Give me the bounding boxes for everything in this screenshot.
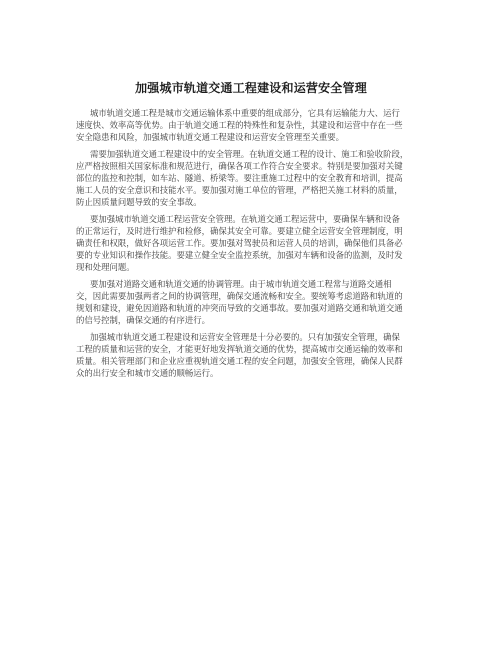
paragraph-line: 速度快、效率高等优势。由于轨道交通工程的特殊性和复杂性，其建设和运营中存在一些: [76, 120, 403, 130]
paragraph-line: 要的专业知识和操作技能。要建立健全安全监控系统，加强对车辆和设备的监测，及时发: [76, 250, 403, 260]
paragraph-line: 城市轨道交通工程是城市交通运输体系中重要的组成部分，它具有运输能力大、运行: [90, 108, 400, 118]
paragraph-line: 交，因此需要加强两者之间的协调管理，确保交通流畅和安全。要统筹考虑道路和轨道的: [76, 291, 403, 301]
paragraph-line: 的信号控制，确保交通的有序进行。: [76, 315, 210, 325]
paragraph-line: 施工人员的安全意识和技能水平。要加强对施工单位的管理，严格把关施工材料的质量，: [76, 185, 403, 195]
paragraph-line: 工程的质量和运营的安全，才能更好地发挥轨道交通的优势，提高城市交通运输的效率和: [76, 344, 403, 354]
paragraph-line: 部位的监控和控制，如车站、隧道、桥梁等。要注重施工过程中的安全教育和培训，提高: [76, 173, 403, 183]
paragraph-line: 要加强城市轨道交通工程运营安全管理。在轨道交通工程运营中，要确保车辆和设备: [90, 214, 400, 224]
paragraph-construction-safety: [76, 148, 428, 208]
paragraph-coordination: [76, 278, 428, 326]
paragraph-line: 要加强对道路交通和轨道交通的协调管理。由于城市轨道交通工程常与道路交通相: [90, 279, 392, 289]
paragraph-intro: [76, 107, 428, 143]
paragraph-line: 防止因质量问题导致的安全事故。: [76, 197, 202, 207]
paragraph-line: 加强城市轨道交通工程建设和运营安全管理是十分必要的。只有加强安全管理，确保: [90, 332, 400, 342]
paragraph-line: 的正常运行，及时进行维护和检修，确保其安全可靠。要建立健全运营安全管理制度，明: [76, 226, 403, 236]
paragraph-conclusion: [76, 331, 428, 379]
paragraph-line: 质量。相关管理部门和企业应重视轨道交通工程的安全问题，加强安全管理，确保人民群: [76, 356, 403, 366]
paragraph-line: 安全隐患和风险，加强城市轨道交通工程建设和运营安全管理至关重要。: [76, 132, 344, 142]
document-body: [76, 107, 428, 384]
paragraph-line: 众的出行安全和城市交通的顺畅运行。: [76, 368, 219, 378]
paragraph-line: 需要加强轨道交通工程建设中的安全管理。在轨道交通工程的设计、施工和验收阶段，: [90, 149, 409, 159]
paragraph-line: 规划和建设，避免因道路和轨道的冲突而导致的交通事故。要加强对道路交通和轨道交通: [76, 303, 403, 313]
paragraph-operation-safety: [76, 213, 428, 273]
paragraph-line: 确责任和权限，做好各项运营工作。要加强对驾驶员和运营人员的培训，确保他们具备必: [76, 238, 403, 248]
paragraph-line: 现和处理问题。: [76, 262, 135, 272]
paragraph-line: 应严格按照相关国家标准和规范进行，确保各项工作符合安全要求。特别是要加强对关键: [76, 161, 403, 171]
document-title: 加强城市轨道交通工程建设和运营安全管理: [135, 81, 367, 95]
